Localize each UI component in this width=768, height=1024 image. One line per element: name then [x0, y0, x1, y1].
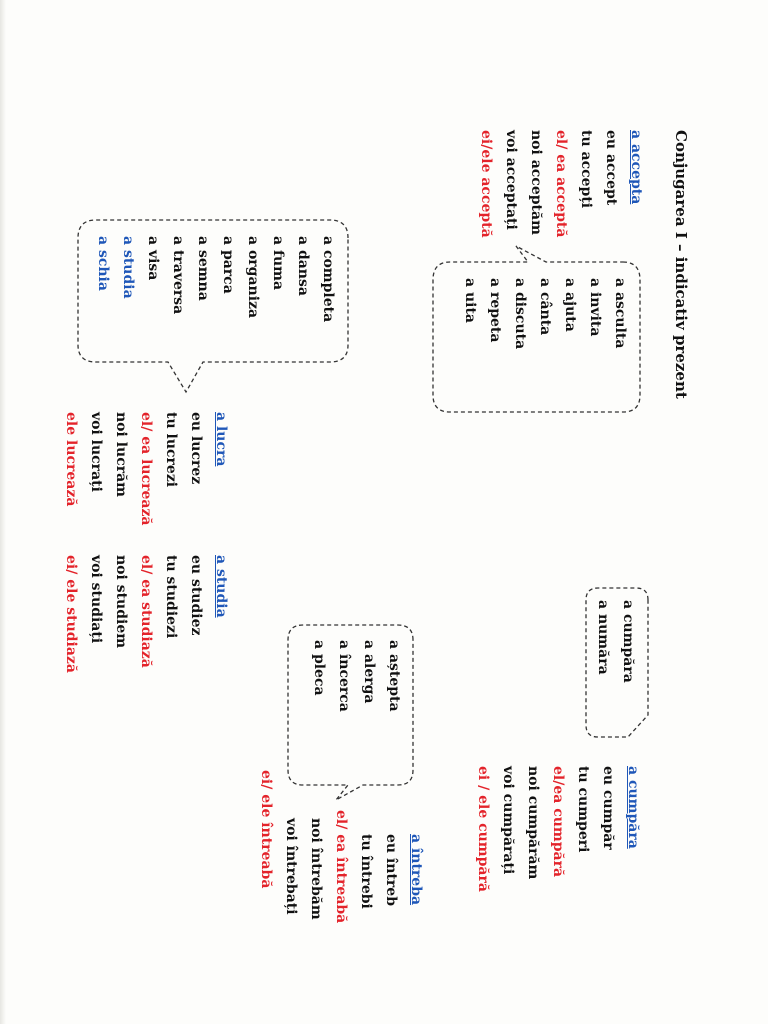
conjugation-accepta [473, 130, 648, 238]
conjugation-row: eu întreb [383, 834, 399, 906]
list-item: a cumpăra [620, 600, 636, 683]
conjugation-row: el/ ea acceptă [553, 130, 569, 238]
conjugation-row: ei / ele cumpără [475, 766, 491, 892]
conjugation-lucra [58, 412, 233, 525]
list-item: a visa [145, 236, 161, 281]
conjugation-studia [58, 555, 233, 673]
conjugation-row: ele lucrează [63, 412, 79, 507]
conjugation-row: noi cumpărăm [525, 766, 541, 880]
list-item: a aștepta [386, 640, 402, 712]
verb-header: a accepta [628, 130, 644, 205]
list-item: a discuta [512, 278, 528, 350]
list-item: a fuma [270, 236, 286, 291]
conjugation-row: el/ea cumpără [550, 766, 566, 878]
bubble1-list [457, 278, 632, 349]
conjugation-row: el/ ea studiază [138, 555, 154, 668]
conjugation-row: voi lucrați [88, 412, 104, 492]
conjugation-row: el/ ea lucrează [138, 412, 154, 526]
list-item: a ajuta [562, 278, 578, 332]
conjugation-row: ei/ele acceptă [478, 130, 494, 238]
conjugation-row: tu cumperi [575, 766, 591, 853]
bubble2-list [90, 236, 340, 322]
list-item: a repeta [487, 278, 503, 343]
verb-header: a studia [213, 555, 229, 618]
conjugation-row: eu lucrez [188, 412, 204, 485]
conjugation-row: ei/ ele întreabă [258, 770, 274, 889]
conjugation-row: eu accept [603, 130, 619, 206]
conjugation-row: eu cumpăr [600, 766, 616, 850]
conjugation-cumpara [470, 766, 645, 892]
list-item: a organiza [245, 236, 261, 319]
conjugation-row: voi acceptați [503, 130, 519, 230]
list-item: a completa [320, 236, 336, 323]
verb-header: a lucra [213, 412, 229, 467]
list-item: a asculta [612, 278, 628, 349]
conjugation-intreba [253, 770, 428, 924]
list-item: a schia [95, 236, 111, 291]
list-item: a dansa [295, 236, 311, 296]
bubble4-list [306, 640, 406, 712]
list-item: a studia [120, 236, 136, 299]
conjugation-row: el/ ea întreabă [333, 810, 349, 924]
conjugation-row: voi cumpărați [500, 766, 516, 875]
list-item: a încerca [336, 640, 352, 712]
list-item: a traversa [170, 236, 186, 315]
conjugation-row: noi întrebăm [308, 818, 324, 920]
conjugation-row: tu întrebi [358, 834, 374, 909]
list-item: a uita [462, 278, 478, 323]
conjugation-row: tu studiezi [163, 555, 179, 639]
list-item: a număra [595, 600, 611, 675]
conjugation-row: voi studiați [88, 555, 104, 644]
conjugation-row: eu studiez [188, 555, 204, 636]
conjugation-row: voi întrebați [283, 818, 299, 915]
verb-header: a cumpăra [625, 766, 641, 849]
conjugation-row: ei/ ele studiază [63, 555, 79, 673]
conjugation-row: tu accepți [578, 130, 594, 209]
list-item: a parca [220, 236, 236, 294]
list-item: a semna [195, 236, 211, 301]
page-title: Conjugarea I – indicativ prezent [672, 130, 690, 399]
bubble3-list [590, 600, 640, 683]
conjugation-row: noi acceptăm [528, 130, 544, 235]
conjugation-row: tu lucrezi [163, 412, 179, 488]
list-item: a cânta [537, 278, 553, 336]
list-item: a alerga [361, 640, 377, 704]
verb-header: a întreba [408, 834, 424, 906]
conjugation-row: noi studiem [113, 555, 129, 649]
list-item: a pleca [311, 640, 327, 696]
conjugation-row: noi lucrăm [113, 412, 129, 497]
list-item: a invita [587, 278, 603, 337]
